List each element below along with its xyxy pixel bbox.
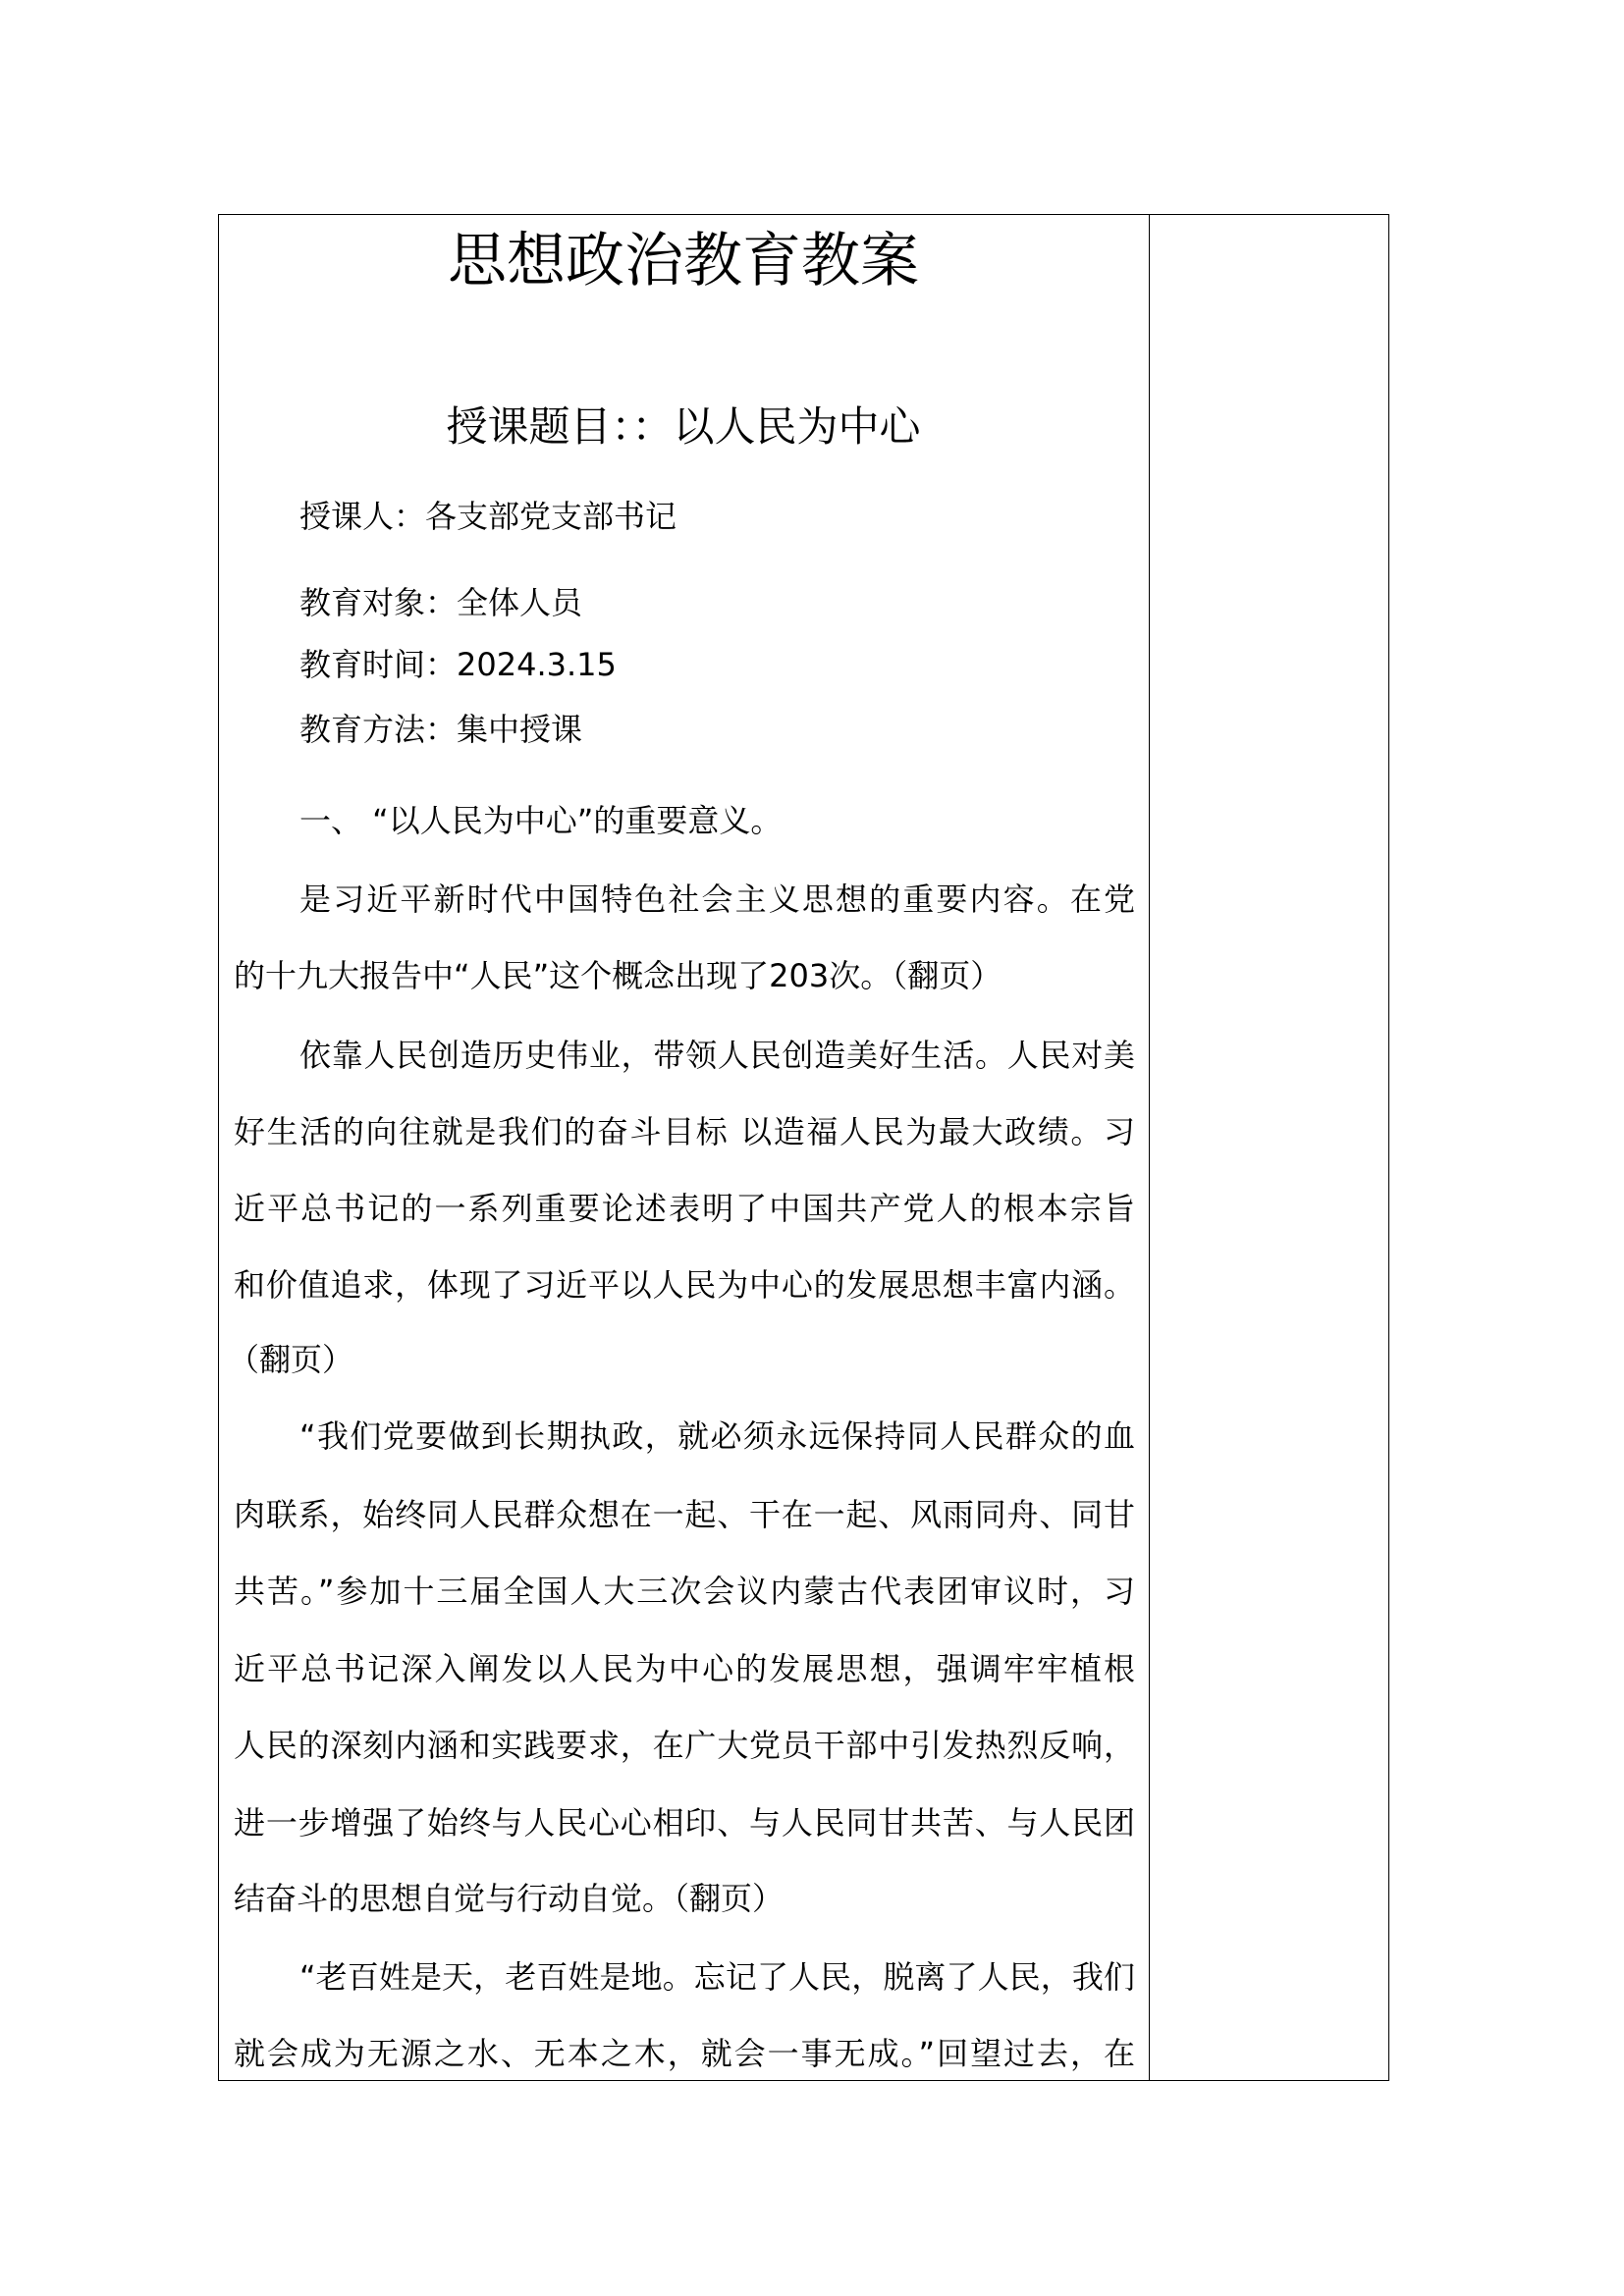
body-line: （翻页） xyxy=(228,1341,354,1378)
lesson-topic: 授课题目：：以人民为中心 xyxy=(446,402,921,451)
teacher-line: 授课人：各支部党支部书记 xyxy=(299,498,677,535)
body-line: 是习近平新时代中国特色社会主义思想的重要内容。在党 xyxy=(299,881,1135,918)
body-line: 近平总书记深入阐发以人民为中心的发展思想，强调牢牢植根 xyxy=(234,1650,1135,1687)
body-line: 的十九大报告中“人民”这个概念出现了203次。（翻页） xyxy=(234,957,1002,994)
body-line: 人民的深刻内涵和实践要求，在广大党员干部中引发热烈反响， xyxy=(234,1727,1135,1764)
body-line: “老百姓是天，老百姓是地。忘记了人民，脱离了人民，我们 xyxy=(299,1958,1135,1996)
body-line: 肉联系，始终同人民群众想在一起、干在一起、风雨同舟、同甘 xyxy=(234,1496,1135,1533)
method-line: 教育方法：集中授课 xyxy=(299,711,583,748)
table-column-divider xyxy=(1149,214,1150,2081)
section-heading: 一、 “以人民为中心”的重要意义。 xyxy=(299,802,783,839)
audience-line: 教育对象：全体人员 xyxy=(299,584,583,621)
body-line: 和价值追求，体现了习近平以人民为中心的发展思想丰富内涵。 xyxy=(234,1266,1135,1304)
document-title: 思想政治教育教案 xyxy=(448,227,919,295)
time-line: 教育时间：2024.3.15 xyxy=(299,646,617,683)
body-line: 就会成为无源之水、无本之木，就会一事无成。”回望过去，在 xyxy=(234,2035,1135,2072)
body-line: 近平总书记的一系列重要论述表明了中国共产党人的根本宗旨 xyxy=(234,1190,1135,1227)
body-line: 共苦。”参加十三届全国人大三次会议内蒙古代表团审议时，习 xyxy=(234,1573,1135,1610)
body-line: 好生活的向往就是我们的奋斗目标 以造福人民为最大政绩。习 xyxy=(234,1113,1135,1150)
body-line: 依靠人民创造历史伟业，带领人民创造美好生活。人民对美 xyxy=(299,1037,1135,1074)
body-line: 进一步增强了始终与人民心心相印、与人民同甘共苦、与人民团 xyxy=(234,1804,1135,1842)
body-line: “我们党要做到长期执政，就必须永远保持同人民群众的血 xyxy=(299,1417,1135,1455)
body-line: 结奋斗的思想自觉与行动自觉。（翻页） xyxy=(234,1880,785,1917)
